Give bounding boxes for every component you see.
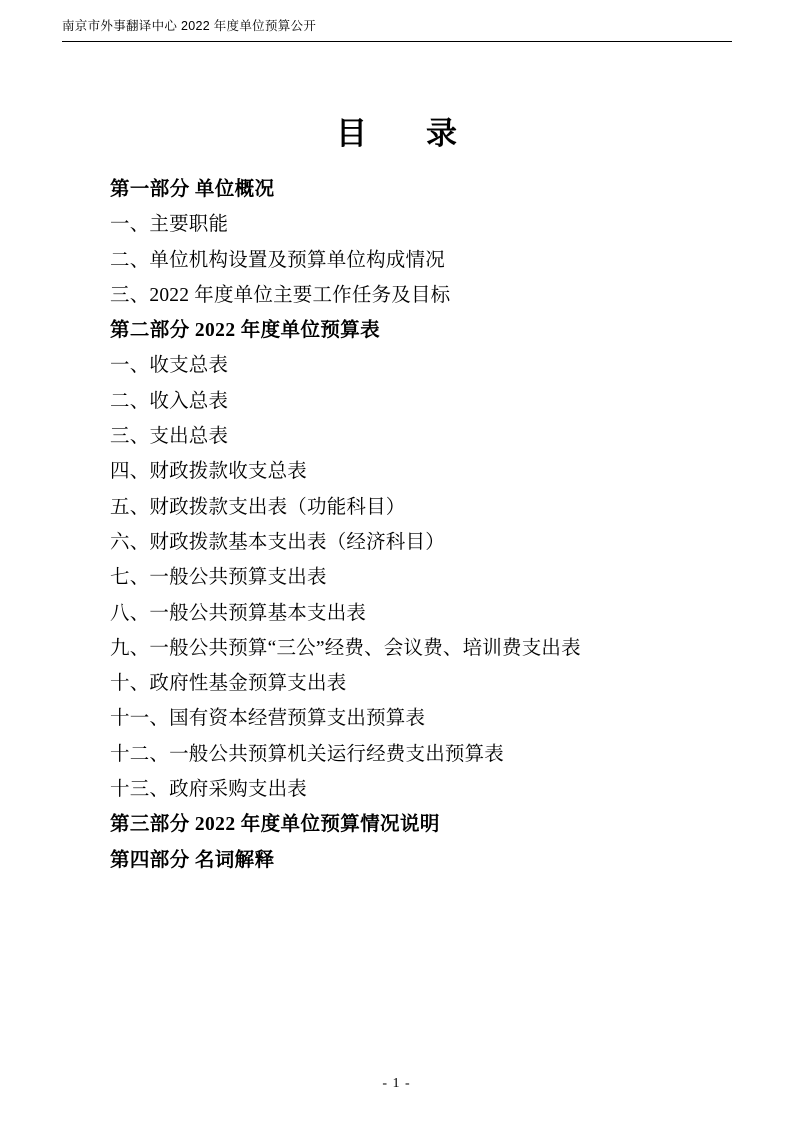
- page-number: - 1 -: [382, 1076, 411, 1091]
- toc-entry-part: 第四部分 名词解释: [110, 849, 275, 871]
- toc-entry-item: 五、财政拨款支出表（功能科目）: [110, 496, 406, 518]
- running-header: 南京市外事翻译中心 2022 年度单位预算公开: [62, 19, 317, 33]
- toc-entry-item: 一、主要职能: [110, 214, 229, 236]
- toc-entry-item: 十三、政府采购支出表: [110, 779, 308, 801]
- header-divider: [62, 41, 732, 42]
- toc-entry-item: 十、政府性基金预算支出表: [110, 673, 347, 695]
- toc-entry-item: 二、收入总表: [110, 390, 229, 412]
- toc-entry-part: 第三部分 2022 年度单位预算情况说明: [110, 814, 440, 836]
- page-title: 目 录: [336, 116, 471, 151]
- toc-entry-item: 十二、一般公共预算机关运行经费支出预算表: [110, 743, 505, 765]
- toc-entry-item: 八、一般公共预算基本支出表: [110, 602, 367, 624]
- toc-entry-item: 三、2022 年度单位主要工作任务及目标: [110, 284, 451, 306]
- toc-entry-item: 六、财政拨款基本支出表（经济科目）: [110, 531, 445, 553]
- toc-entry-item: 二、单位机构设置及预算单位构成情况: [110, 249, 445, 271]
- toc-entry-item: 七、一般公共预算支出表: [110, 567, 327, 589]
- toc-entry-item: 九、一般公共预算“三公”经费、会议费、培训费支出表: [110, 637, 581, 659]
- toc-entry-item: 一、收支总表: [110, 355, 229, 377]
- toc-entry-item: 四、财政拨款收支总表: [110, 461, 308, 483]
- toc-entry-part: 第二部分 2022 年度单位预算表: [110, 320, 381, 342]
- table-of-contents: [110, 172, 720, 878]
- toc-entry-item: 三、支出总表: [110, 426, 229, 448]
- toc-entry-part: 第一部分 单位概况: [110, 179, 275, 200]
- toc-entry-item: 十一、国有资本经营预算支出预算表: [110, 708, 426, 730]
